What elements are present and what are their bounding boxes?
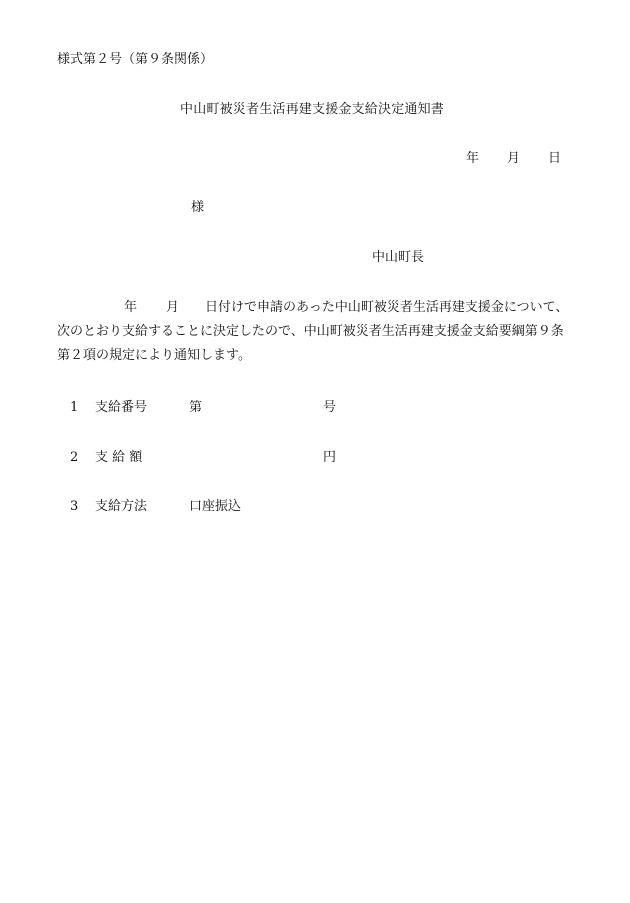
- item-value: 口座振込: [189, 499, 242, 514]
- body-line-1-rest: 日付けで申請のあった中山町被災者生活再建支援金について、: [205, 300, 569, 315]
- date-line: [466, 151, 561, 167]
- date-month: 月: [507, 151, 521, 166]
- document-title: 中山町被災者生活再建支援金支給決定通知書: [180, 102, 445, 117]
- body-line-1: [57, 300, 587, 324]
- body-line-2: 次のとおり支給することに決定したので、中山町被災者生活再建支援金支給要綱第９条: [57, 324, 564, 339]
- item-label: 支給番号: [95, 400, 148, 415]
- body-year: 年: [124, 300, 138, 315]
- date-day: 日: [548, 151, 562, 166]
- item-number: 3: [70, 499, 79, 514]
- item-suffix: 円: [323, 450, 337, 465]
- item-suffix: 号: [323, 400, 337, 415]
- form-number: 様式第２号（第９条関係）: [57, 52, 214, 67]
- item-number: 2: [70, 450, 79, 465]
- item-number: 1: [70, 400, 79, 415]
- recipient-suffix: 様: [191, 200, 205, 215]
- date-year: 年: [466, 151, 480, 166]
- body-month: 月: [166, 300, 180, 315]
- issuer-name: 中山町長: [372, 250, 425, 265]
- body-text: [57, 300, 587, 372]
- body-line-3: 第２項の規定により通知します。: [57, 348, 251, 363]
- item-label: 支 給 額: [95, 450, 143, 465]
- item-prefix: 第: [189, 400, 203, 415]
- item-label: 支給方法: [95, 499, 148, 514]
